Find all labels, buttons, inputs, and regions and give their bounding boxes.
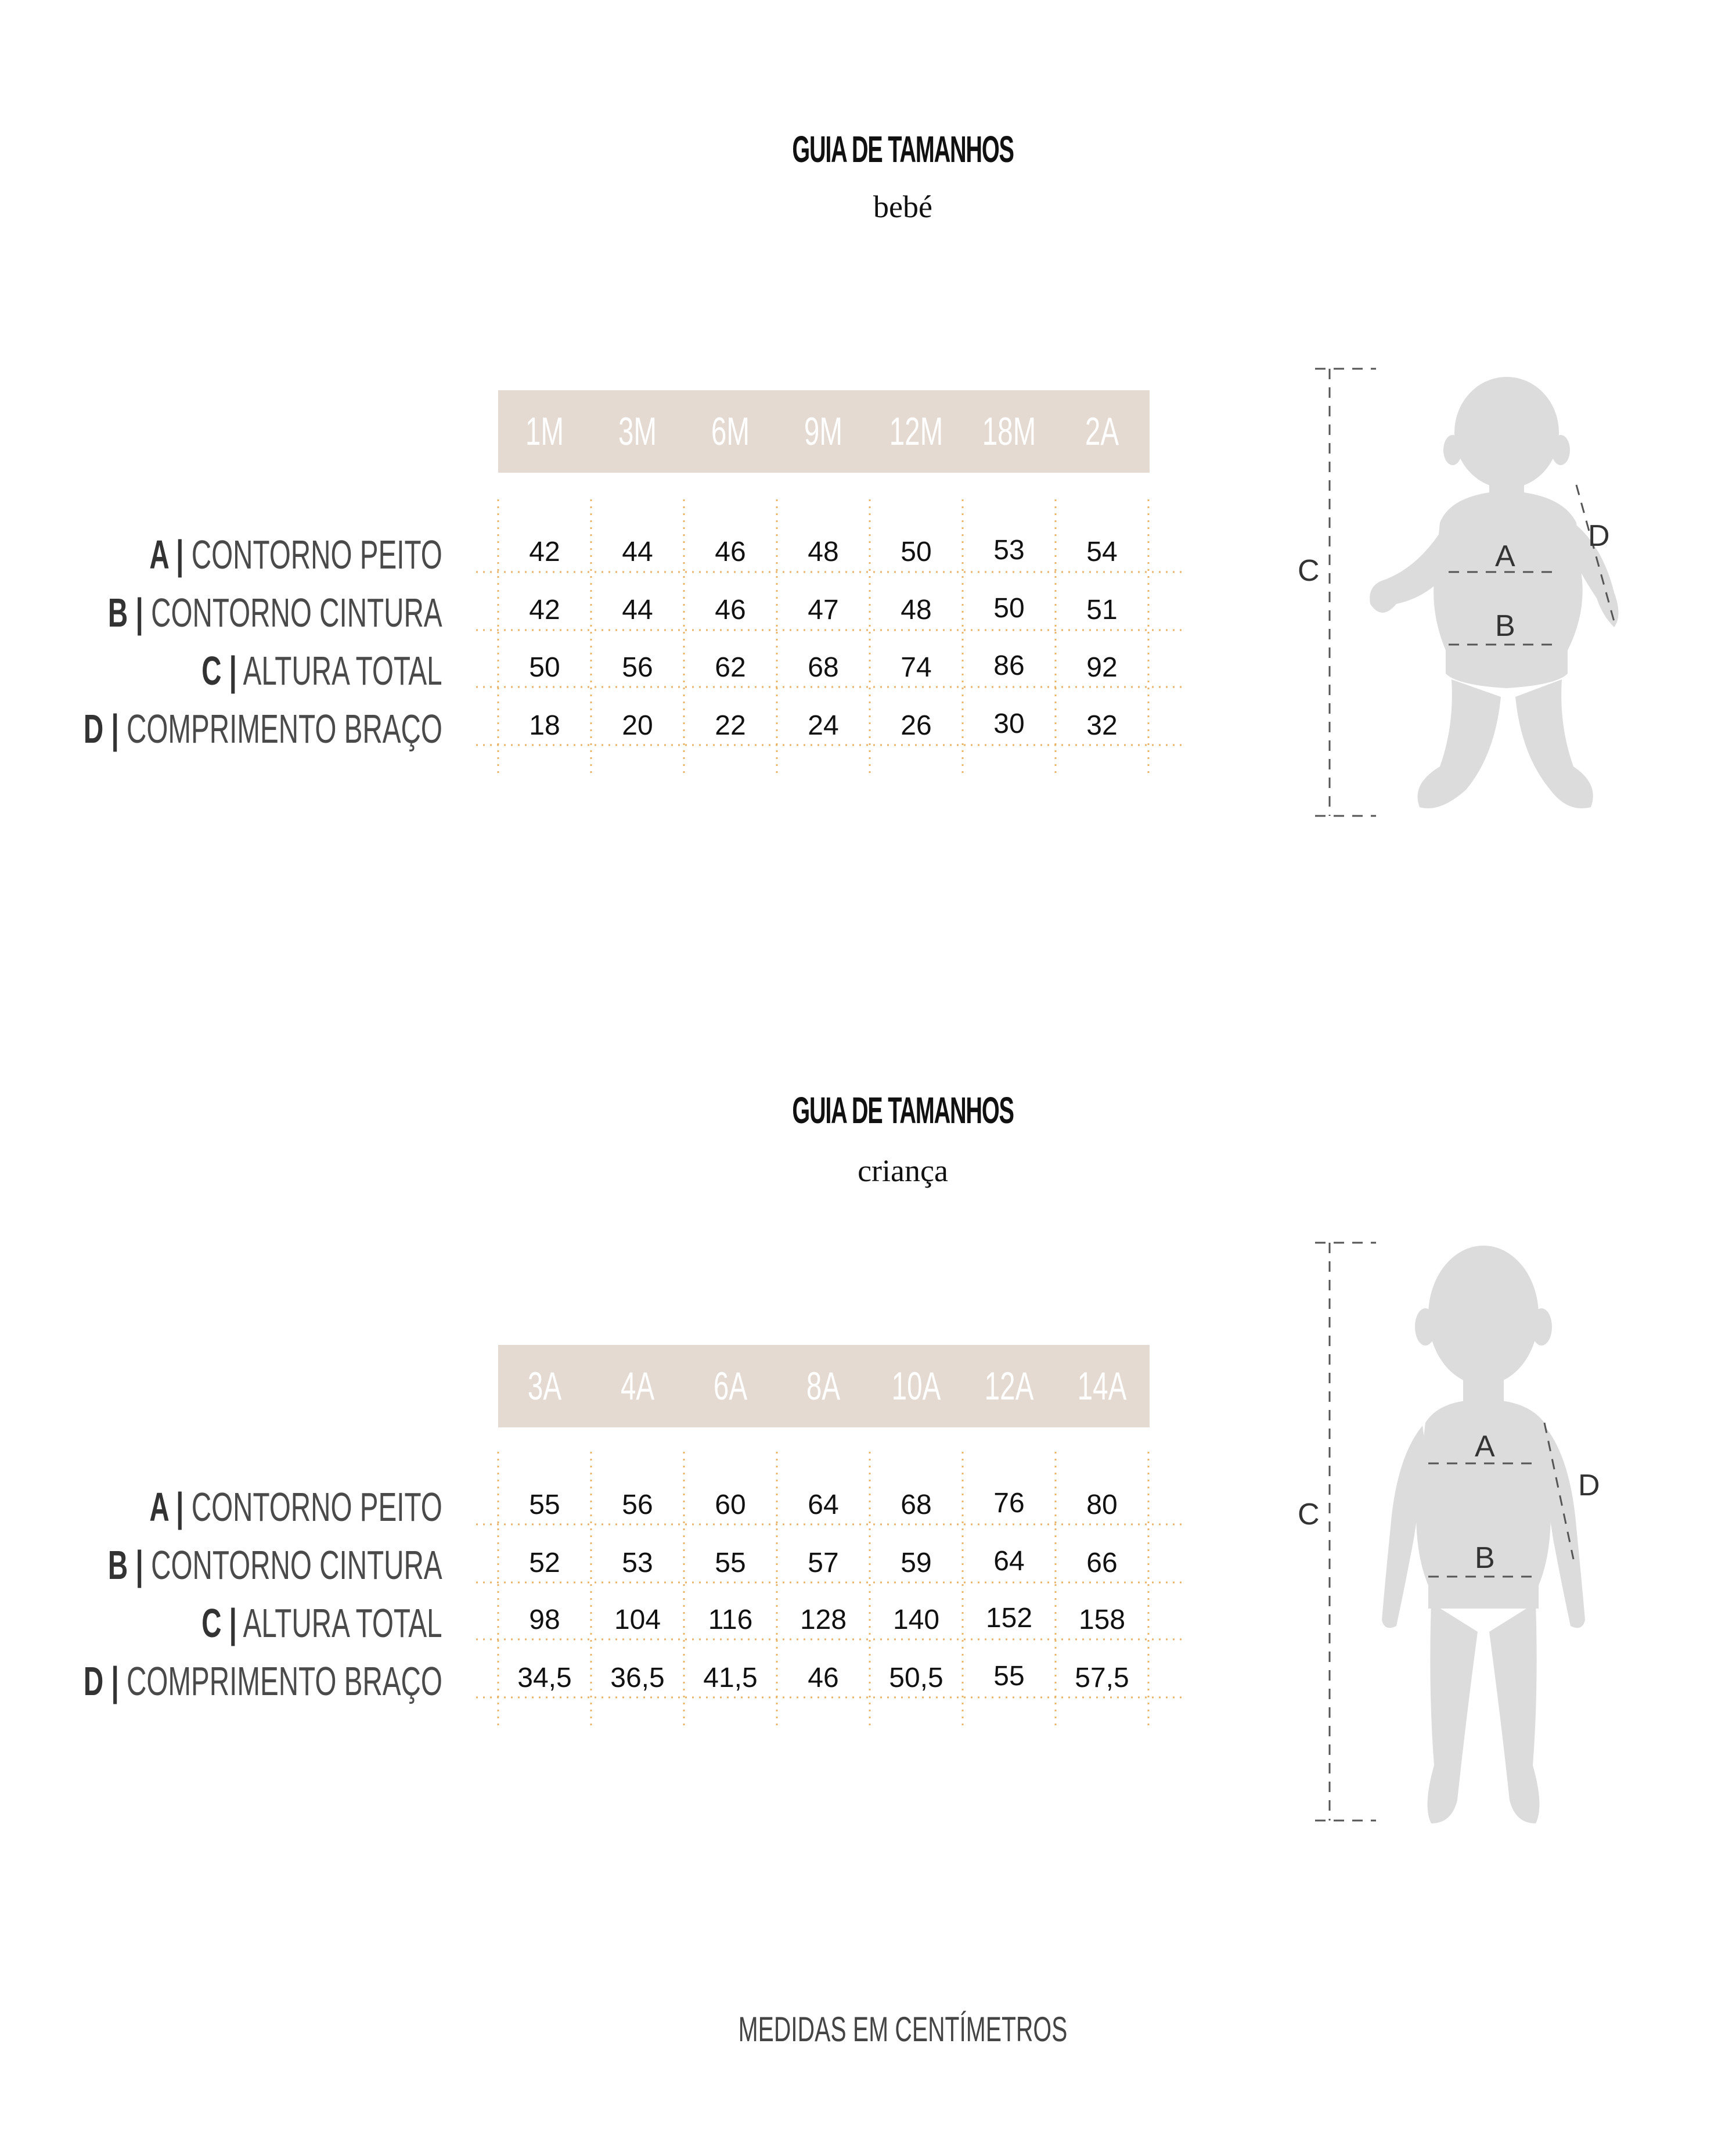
table-cell: 44: [622, 595, 653, 625]
child-title: GUIA DE TAMANHOS: [792, 1089, 1014, 1131]
table-cell: 47: [808, 595, 839, 625]
table-cell: 46: [715, 537, 746, 567]
table-cell: 53: [622, 1548, 653, 1578]
figure-label-d: D: [1588, 519, 1610, 553]
table-cell: 92: [1086, 652, 1118, 683]
size-header-cell: 6M: [711, 409, 750, 454]
figure-label-d: D: [1578, 1469, 1600, 1502]
row-label-a: A | CONTORNO PEITO: [149, 532, 442, 577]
table-cell: 66: [1086, 1548, 1118, 1578]
row-label-c: C | ALTURA TOTAL: [201, 648, 442, 693]
table-cell: 57,5: [1075, 1663, 1129, 1693]
size-header-cell: 12M: [889, 409, 943, 454]
figure-label-b: B: [1495, 609, 1515, 643]
table-cell: 64: [808, 1490, 839, 1520]
table-cell: 20: [622, 710, 653, 741]
table-cell: 51: [1086, 595, 1118, 625]
size-header-cell: 3A: [527, 1364, 562, 1408]
table-cell: 32: [1086, 710, 1118, 741]
baby-size-header: [498, 390, 1150, 473]
table-cell: 64: [993, 1546, 1025, 1577]
table-cell: 55: [715, 1548, 746, 1578]
table-cell: 152: [985, 1603, 1033, 1634]
table-cell: 52: [529, 1548, 560, 1578]
child-silhouette: [1266, 1225, 1637, 1841]
table-cell: 59: [901, 1548, 932, 1578]
table-cell: 54: [1086, 537, 1118, 567]
table-cell: 50,5: [889, 1663, 943, 1693]
table-cell: 44: [622, 537, 653, 567]
table-cell: 55: [993, 1661, 1025, 1692]
table-cell: 46: [808, 1663, 839, 1693]
table-cell: 50: [529, 652, 560, 683]
baby-body-icon: [1370, 377, 1618, 808]
table-cell: 98: [529, 1604, 560, 1635]
table-cell: 158: [1078, 1604, 1126, 1635]
table-cell: 104: [614, 1604, 661, 1635]
size-header-cell: 1M: [525, 409, 564, 454]
figure-label-a: A: [1475, 1430, 1495, 1463]
table-cell: 68: [901, 1490, 932, 1520]
figure-label-c: C: [1298, 554, 1320, 588]
table-cell: 128: [799, 1604, 847, 1635]
table-cell: 140: [892, 1604, 940, 1635]
row-label-a: A | CONTORNO PEITO: [149, 1484, 442, 1530]
table-cell: 50: [901, 537, 932, 567]
table-cell: 30: [993, 708, 1025, 739]
size-header-cell: 3M: [618, 409, 657, 454]
table-cell: 74: [901, 652, 932, 683]
size-header-cell: 4A: [620, 1364, 655, 1408]
table-cell: 36,5: [610, 1663, 665, 1693]
table-cell: 34,5: [517, 1663, 572, 1693]
table-cell: 57: [808, 1548, 839, 1578]
table-cell: 55: [529, 1490, 560, 1520]
table-cell: 76: [993, 1488, 1025, 1519]
size-header-cell: 12A: [984, 1364, 1034, 1408]
table-cell: 62: [715, 652, 746, 683]
figure-label-c: C: [1298, 1498, 1320, 1531]
table-cell: 48: [808, 537, 839, 567]
row-label-c: C | ALTURA TOTAL: [201, 1600, 442, 1646]
table-cell: 42: [529, 537, 560, 567]
table-cell: 116: [708, 1604, 753, 1635]
table-cell: 56: [622, 1490, 653, 1520]
units-footnote: MEDIDAS EM CENTÍMETROS: [738, 2010, 1068, 2049]
figure-label-a: A: [1495, 539, 1515, 573]
size-header-cell: 14A: [1077, 1364, 1127, 1408]
size-header-cell: 10A: [891, 1364, 941, 1408]
size-header-cell: 6A: [713, 1364, 748, 1408]
table-cell: 46: [715, 595, 746, 625]
size-header-cell: 2A: [1085, 409, 1119, 454]
baby-title: GUIA DE TAMANHOS: [792, 128, 1014, 170]
table-cell: 53: [993, 535, 1025, 566]
row-label-d: D | COMPRIMENTO BRAÇO: [83, 1658, 443, 1704]
size-header-cell: 9M: [804, 409, 843, 454]
baby-silhouette: [1266, 348, 1637, 836]
table-cell: 80: [1086, 1490, 1118, 1520]
child-subtitle: criança: [858, 1153, 948, 1188]
table-cell: 68: [808, 652, 839, 683]
table-cell: 60: [715, 1490, 746, 1520]
row-label-d: D | COMPRIMENTO BRAÇO: [83, 706, 443, 751]
table-cell: 86: [993, 650, 1025, 681]
table-cell: 22: [715, 710, 746, 741]
table-cell: 41,5: [703, 1663, 758, 1693]
table-cell: 42: [529, 595, 560, 625]
table-cell: 50: [993, 593, 1025, 624]
baby-subtitle: bebé: [873, 189, 932, 224]
row-label-b: B | CONTORNO CINTURA: [108, 590, 442, 635]
size-header-cell: 18M: [982, 409, 1036, 454]
child-body-icon: [1382, 1246, 1585, 1823]
table-cell: 24: [808, 710, 839, 741]
row-label-b: B | CONTORNO CINTURA: [108, 1542, 442, 1588]
table-cell: 18: [529, 710, 560, 741]
figure-label-b: B: [1475, 1541, 1495, 1575]
child-size-header: [498, 1345, 1150, 1427]
size-header-cell: 8A: [806, 1364, 841, 1408]
table-cell: 48: [901, 595, 932, 625]
table-cell: 56: [622, 652, 653, 683]
table-cell: 26: [901, 710, 932, 741]
